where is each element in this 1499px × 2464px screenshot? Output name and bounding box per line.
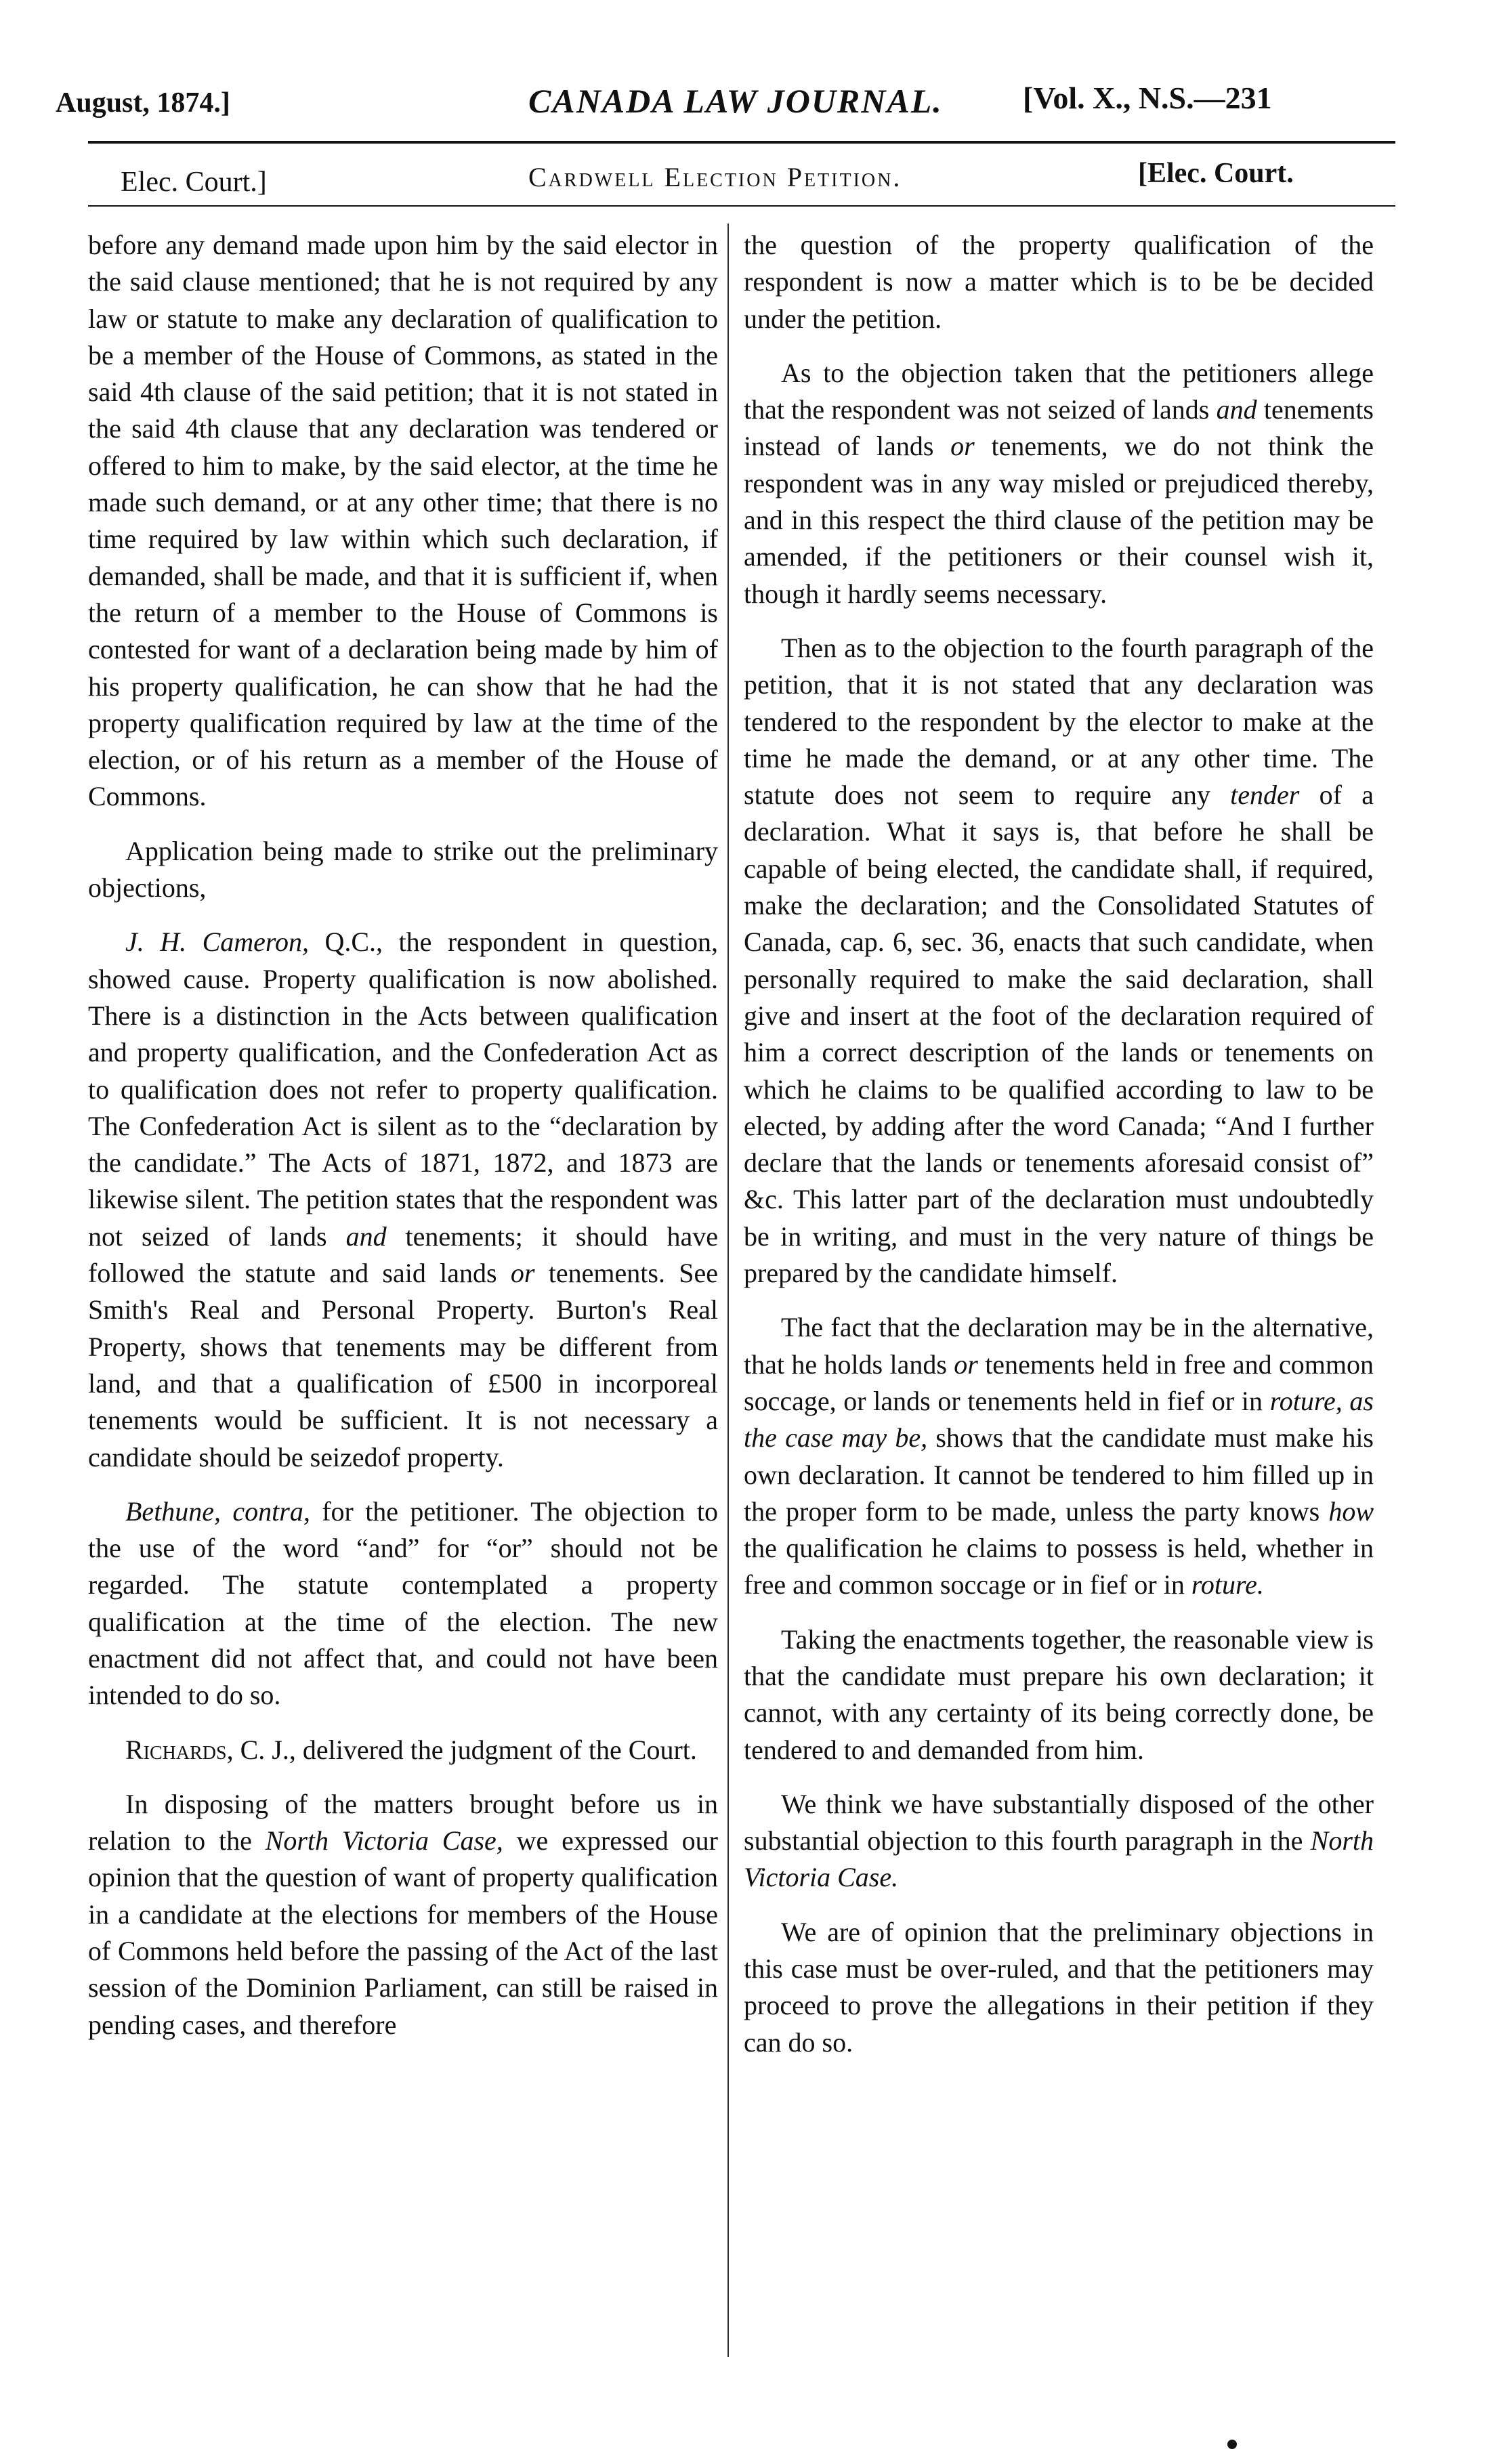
- column-divider: [727, 224, 729, 2357]
- paragraph: the question of the property qualification of the respondent is now a matter which is to be be decided under the petition.: [744, 230, 1374, 334]
- paragraph: As to the objection taken that the petitioners allege that the respondent was not seized of lands and tenements instead of lands or tenements, we do not think the respondent was in any way misled or prejudiced thereby, and in this respect the third clause of the petition may be amended, if the petitioners or their counsel wish it, though it hardly seems necessary.: [744, 357, 1374, 609]
- issue-date: August, 1874.]: [56, 87, 230, 119]
- paragraph: Richards, C. J., delivered the judgment of the Court.: [125, 1734, 697, 1765]
- left-column: [88, 227, 718, 2061]
- case-title: Cardwell Election Petition.: [528, 162, 902, 192]
- ink-spot: [1227, 2440, 1237, 2449]
- paragraph: Bethune, contra, for the petitioner. The objection to the use of the word “and” for “or” should not be regarded. The statute contemplated a property qualification at the time of the election. The new enactment did not affect that, and could not have been intended to do so.: [88, 1495, 718, 1711]
- paragraph: We are of opinion that the preliminary objections in this case must be over-ruled, and that the petitioners may proceed to prove the allegations in their petition if they can do so.: [744, 1916, 1374, 2058]
- paragraph: In disposing of the matters brought before us in relation to the North Victoria Case, we expressed our opinion that the question of want of property qualification in a candidate at the elections for members of the House of Commons held before the passing of the Act of the last session of the Dominion Parliament, can still be raised in pending cases, and therefore: [88, 1788, 718, 2040]
- paragraph: The fact that the declaration may be in the alternative, that he holds lands or tenements held in free and common soccage, or lands or tenements held in fief or in roture, as the case may be, shows that the candidate must make his own declaration. It cannot be tendered to him filled up in the proper form to be made, unless the party knows how the qualification he claims to possess is held, whether in free and common soccage or in fief or in roture.: [744, 1312, 1374, 1600]
- subheader-rule: [88, 205, 1395, 207]
- paragraph: We think we have substantially disposed of the other substantial objection to this fourth paragraph in the North Victoria Case.: [744, 1788, 1374, 1893]
- court-label-left: Elec. Court.]: [121, 167, 267, 198]
- paragraph: Taking the enactments together, the reasonable view is that the candidate must prepare his own declaration; it cannot, with any certainty of its being correctly done, be tendered to and demanded from him.: [744, 1623, 1374, 1765]
- right-column: [744, 227, 1374, 2079]
- header-rule: [88, 141, 1395, 144]
- paragraph: Then as to the objection to the fourth paragraph of the petition, that it is not stated that any declaration was tendered to the respondent by the elector to make at the time he made the demand, or at any other time. The statute does not seem to require any tender of a declaration. What it says is, that before he shall be capable of being elected, the candidate shall, if required, make the declaration; and the Consolidated Statutes of Canada, cap. 6, sec. 36, enacts that such candidate, when personally required to make the said declaration, shall give and insert at the foot of the declaration required of him a correct description of the lands or tenements on which he claims to be qualified according to law to be elected, by adding after the word Canada; “And I further declare that the lands or tenements aforesaid consist of” &c. This latter part of the declaration must undoubtedly be in writing, and must in the very nature of things be prepared by the candidate himself.: [744, 632, 1374, 1289]
- journal-title: CANADA LAW JOURNAL.: [528, 82, 943, 120]
- paragraph: J. H. Cameron, Q.C., the respondent in question, showed cause. Property qualification is now abolished. There is a distinction in the Acts between qualification and property qualification, and the Confederation Act as to qualification does not refer to property qualification. The Confederation Act is silent as to the “declaration by the candidate.” The Acts of 1871, 1872, and 1873 are likewise silent. The petition states that the respondent was not seized of lands and tenements; it should have followed the statute and said lands or tenements. See Smith's Real and Personal Property. Burton's Real Property, shows that tenements may be different from land, and that a qualification of £500 in incorporeal tenements would be sufficient. It is not necessary a candidate should be seizedof property.: [88, 927, 719, 1472]
- court-label-right: [Elec. Court.: [1138, 158, 1294, 189]
- volume-page: [Vol. X., N.S.—231: [1023, 81, 1272, 115]
- paragraph: Application being made to strike out the preliminary objections,: [88, 835, 718, 904]
- running-head: [0, 0, 1499, 198]
- paragraph: before any demand made upon him by the said elector in the said clause mentioned; that he is not required by any law or statute to make any declaration of qualification to be a member of the House of Commons, as stated in the said 4th clause of the said petition; that it is not stated in the said 4th clause that any declaration was tendered or offered to him to make, by the said elector, at the time he made such demand, or at any other time; that there is no time required by law within which such declaration, if demanded, shall be made, and that it is sufficient if, when the return of a member to the House of Commons is contested for want of a declaration being made by him of his property qualification, he can show that he had the property qualification required by law at the time of the election, or of his return as a member of the House of Commons.: [88, 230, 718, 812]
